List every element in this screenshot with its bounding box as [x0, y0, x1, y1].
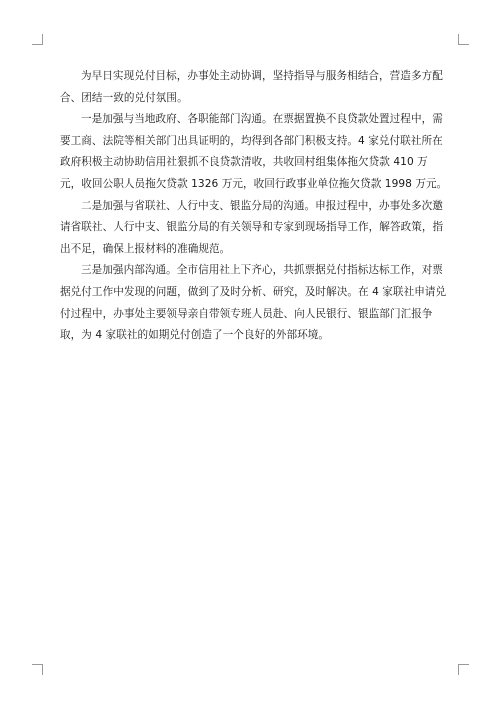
crop-mark-bottom-right — [458, 664, 469, 675]
paragraph-intro: 为早日实现兑付目标，办事处主动协调，坚持指导与服务相结合，营造多方配合、团结一致的兑付氛围。 — [60, 70, 443, 104]
paragraph-internal-communication: 三是加强内部沟通。全市信用社上下齐心，共抓票据兑付指标达标工作，对票据兑付工作中发现的问题，做到了及时分析、研究，及时解决。在 4 家联社申请兑付过程中，办事处主要领导亲自带领专班人员赴、向人民银行、银监部门汇报争取，为 4 家联社的如期兑付创造了一个良好的外部环境。 — [60, 264, 447, 342]
crop-mark-top-right — [458, 34, 469, 45]
crop-mark-top-left — [32, 34, 43, 45]
paragraph-provincial-communication: 二是加强与省联社、人行中支、银监分局的沟通。申报过程中，办事处多次邀请省联社、人行中支、银监分局的有关领导和专家到现场指导工作，解答政策，指出不足，确保上报材料的准确规范。 — [60, 199, 444, 255]
document-body — [60, 66, 448, 347]
crop-mark-bottom-left — [32, 664, 43, 675]
paragraph-government-communication: 一是加强与当地政府、各职能部门沟通。在票据置换不良贷款处置过程中，需要工商、法院等相关部门出具证明的，均得到各部门积极支持。4 家兑付联社所在政府积极主动协助信用社狠抓不良贷款清收，共收回村组集体拖欠贷款 410 万元，收回公职人员拖欠贷款 1326 万元，收回行政事业单位拖欠贷款 1998 万元。 — [60, 113, 448, 190]
